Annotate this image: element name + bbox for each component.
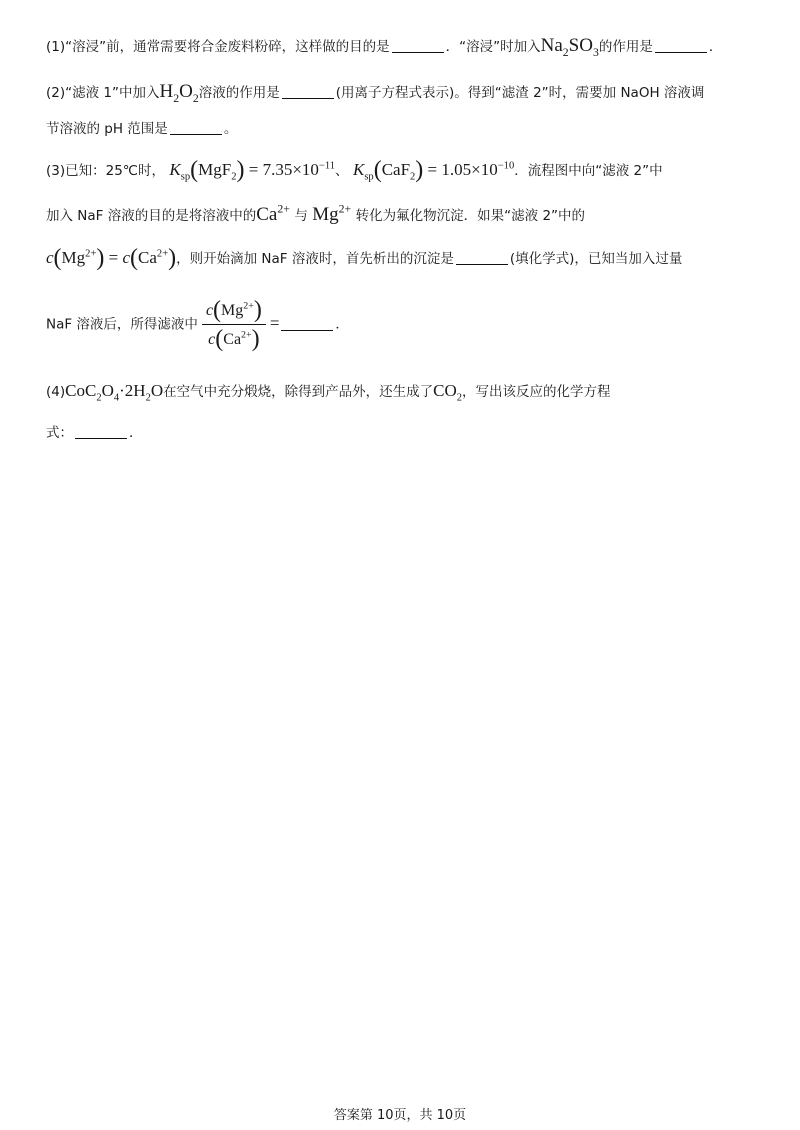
question-2-label: (2) — [46, 85, 66, 101]
question-4-text-2: ，写出该反应的化学方程 — [462, 384, 611, 400]
question-3 — [46, 158, 663, 182]
question-3-text-4: 转化为氟化物沉淀．如果“滤液 2”中的 — [355, 208, 586, 224]
question-1-label: (1) — [46, 39, 66, 55]
question-3-text-7: NaF 溶液后，所得滤液中 — [46, 316, 198, 333]
question-1-text-2: ．“溶浸”时加入 — [445, 39, 541, 55]
question-2-text: “滤液 1”中加入 — [65, 85, 160, 101]
question-3-end: ． — [335, 316, 349, 333]
equals-sign: = — [269, 313, 280, 333]
question-4-end: ． — [129, 425, 143, 441]
question-1-text: “溶浸”前，通常需要将合金废料粉碎，这样做的目的是 — [65, 39, 390, 55]
question-3-line-2 — [46, 202, 586, 225]
question-4-text: 在空气中充分煅烧，除得到产品外，还生成了 — [163, 384, 434, 400]
question-2-text-4: 节溶液的 pH 范围是 — [46, 121, 168, 137]
question-3-text-5: ，则开始滴加 NaF 溶液时，首先析出的沉淀是 — [176, 251, 454, 267]
question-2-text-3: (用离子方程式表示)。得到“滤渣 2”时，需要加 NaOH 溶液调 — [335, 85, 705, 101]
answer-blank[interactable] — [282, 98, 334, 99]
question-3-line-3 — [46, 246, 682, 270]
formula-coc2o4-2h2o: $CoC_2O_4\cdot 2H_2O$ — [65, 381, 164, 404]
ion-ca: $Ca^{2+}$ — [256, 202, 290, 225]
question-3-text: 已知：25℃时， — [65, 163, 165, 179]
question-2-end: 。 — [223, 121, 238, 137]
ion-mg: $Mg^{2+}$ — [312, 202, 352, 225]
answer-blank[interactable] — [456, 264, 508, 265]
answer-blank[interactable] — [75, 438, 127, 439]
question-3-text-6: (填化学式)，已知当加入过量 — [509, 251, 683, 267]
question-3-text-3: 加入 NaF 溶液的目的是将溶液中的 — [46, 208, 257, 224]
answer-blank[interactable] — [655, 52, 707, 53]
question-1 — [46, 35, 723, 59]
concentration-equality: $c(Mg^{2+}) = c(Ca^{2+})$ — [46, 245, 177, 271]
question-3-line-4 — [46, 298, 349, 351]
question-4-text-3: 式： — [46, 425, 73, 441]
formula-co2: $CO_2$ — [433, 381, 463, 404]
answer-blank[interactable] — [392, 52, 444, 53]
answer-blank[interactable] — [281, 330, 333, 331]
separator: 、 — [335, 163, 349, 179]
question-2-text-2: 溶液的作用是 — [198, 85, 280, 101]
ksp-caf2: $K_{sp}(CaF_2) = 1.05\times 10^{-10}$ — [352, 157, 515, 183]
question-4-label: (4) — [46, 384, 66, 400]
page-footer: 答案第 10页，共 10页 — [333, 1108, 467, 1123]
question-3-label: (3) — [46, 163, 66, 179]
answer-blank[interactable] — [170, 134, 222, 135]
question-2-cont — [46, 122, 237, 137]
question-2 — [46, 81, 705, 105]
question-1-end: ． — [708, 39, 723, 55]
question-4 — [46, 381, 611, 404]
question-1-text-3: 的作用是 — [598, 39, 653, 55]
concentration-ratio: $\frac{c(Mg^{2+})}{c(Ca^{2+})}$ — [202, 298, 266, 351]
ksp-mgf2: $K_{sp}(MgF_2) = 7.35\times 10^{-11}$ — [169, 157, 336, 183]
question-4-cont — [46, 426, 143, 441]
question-3-text-2: ．流程图中向“滤液 2”中 — [514, 163, 663, 179]
formula-na2so3: $Na_2SO_3$ — [540, 35, 599, 59]
and-text: 与 — [294, 208, 308, 224]
formula-h2o2: $H_2O_2$ — [159, 81, 199, 105]
